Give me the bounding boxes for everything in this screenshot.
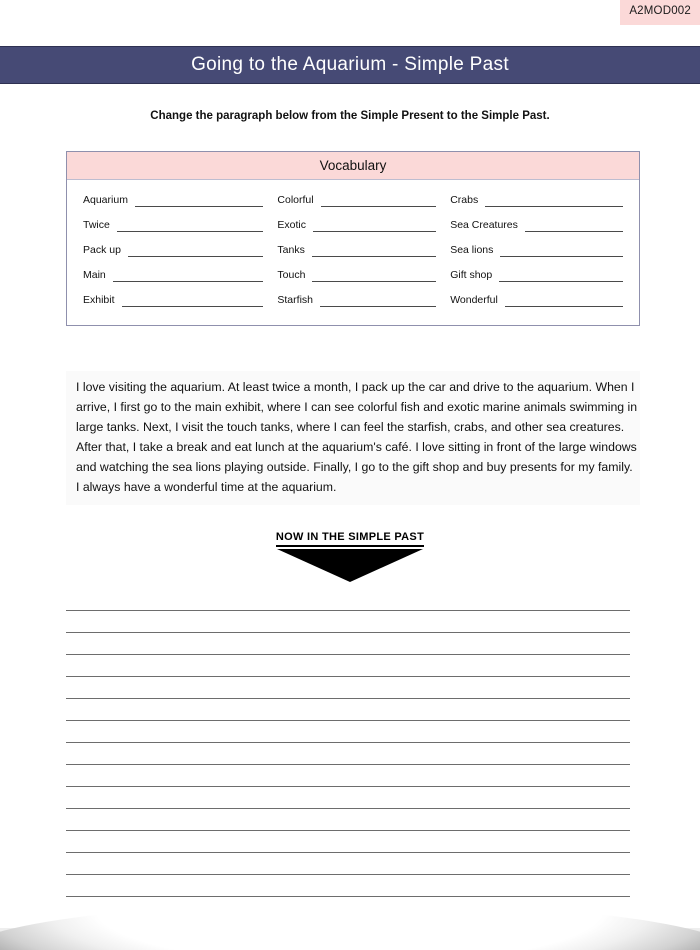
vocabulary-word: Main: [83, 269, 106, 281]
writing-line[interactable]: [66, 853, 630, 875]
vocabulary-word: Starfish: [277, 294, 313, 306]
worksheet-code-badge: A2MOD002: [620, 0, 700, 25]
vocabulary-entry: [83, 294, 277, 307]
vocabulary-row: [83, 269, 623, 282]
vocabulary-entry: [450, 219, 623, 232]
vocabulary-entry: [450, 194, 623, 207]
vocabulary-entry: [277, 294, 450, 307]
source-paragraph-block: [66, 371, 640, 505]
vocabulary-answer-blank[interactable]: [313, 220, 436, 232]
answer-writing-area[interactable]: [66, 589, 630, 897]
writing-line[interactable]: [66, 875, 630, 897]
vocabulary-word: Sea Creatures: [450, 219, 518, 231]
vocabulary-entry: [450, 269, 623, 282]
vocabulary-entry: [277, 269, 450, 282]
vocabulary-word: Wonderful: [450, 294, 498, 306]
source-paragraph-text: I love visiting the aquarium. At least twice a month, I pack up the car and drive to the aquarium. When I arrive, I first go to the main exhibit, where I can see colorful fish and exotic marine animals swimming in large tanks. Next, I visit the touch tanks, where I can feel the starfish, crabs, and other sea creatures. After that, I take a break and eat lunch at the aquarium's café. I love sitting in front of the large windows and watching the sea lions playing outside. Finally, I go to the gift shop and buy presents for my family. I always have a wonderful time at the aquarium.: [76, 380, 638, 494]
writing-line[interactable]: [66, 699, 630, 721]
vocabulary-row: [83, 244, 623, 257]
vocabulary-answer-blank[interactable]: [500, 245, 623, 257]
writing-line[interactable]: [66, 809, 630, 831]
vocabulary-word: Touch: [277, 269, 306, 281]
vocabulary-box: [66, 151, 640, 326]
writing-line[interactable]: [66, 611, 630, 633]
writing-line[interactable]: [66, 831, 630, 853]
simple-past-marker-label: NOW IN THE SIMPLE PAST: [276, 531, 424, 547]
vocabulary-answer-blank[interactable]: [525, 220, 623, 232]
vocabulary-entry: [83, 269, 277, 282]
writing-line[interactable]: [66, 743, 630, 765]
writing-line[interactable]: [66, 765, 630, 787]
vocabulary-word: Exhibit: [83, 294, 115, 306]
writing-line[interactable]: [66, 677, 630, 699]
vocabulary-answer-blank[interactable]: [320, 295, 436, 307]
vocabulary-entry: [277, 219, 450, 232]
vocabulary-word: Sea lions: [450, 244, 494, 256]
vocabulary-word: Gift shop: [450, 269, 493, 281]
vocabulary-answer-blank[interactable]: [505, 295, 623, 307]
page-shadow-curve: [0, 902, 700, 950]
vocabulary-word: Exotic: [277, 219, 306, 231]
vocabulary-row: [83, 194, 623, 207]
vocabulary-answer-blank[interactable]: [135, 195, 263, 207]
vocabulary-answer-blank[interactable]: [499, 270, 623, 282]
vocabulary-entry: [450, 244, 623, 257]
vocabulary-answer-blank[interactable]: [312, 270, 436, 282]
vocabulary-word: Colorful: [277, 194, 314, 206]
vocabulary-row: [83, 219, 623, 232]
vocabulary-entry: [83, 219, 277, 232]
vocabulary-entry: [277, 194, 450, 207]
vocabulary-body: [67, 180, 639, 325]
vocabulary-row: [83, 294, 623, 307]
writing-line[interactable]: [66, 655, 630, 677]
vocabulary-word: Crabs: [450, 194, 479, 206]
vocabulary-answer-blank[interactable]: [321, 195, 437, 207]
vocabulary-answer-blank[interactable]: [117, 220, 264, 232]
vocabulary-answer-blank[interactable]: [128, 245, 263, 257]
page-title: Going to the Aquarium - Simple Past: [191, 54, 509, 75]
vocabulary-word: Aquarium: [83, 194, 128, 206]
vocabulary-entry: [450, 294, 623, 307]
vocabulary-entry: [83, 194, 277, 207]
vocabulary-answer-blank[interactable]: [113, 270, 264, 282]
page-curl-shadow: [0, 902, 700, 950]
writing-line[interactable]: [66, 721, 630, 743]
vocabulary-answer-blank[interactable]: [312, 245, 436, 257]
vocabulary-word: Tanks: [277, 244, 305, 256]
instruction-text: Change the paragraph below from the Simple Present to the Simple Past.: [150, 110, 550, 122]
vocabulary-entry: [277, 244, 450, 257]
vocabulary-title: Vocabulary: [319, 158, 387, 173]
writing-line[interactable]: [66, 633, 630, 655]
writing-line[interactable]: [66, 589, 630, 611]
vocabulary-word: Twice: [83, 219, 110, 231]
vocabulary-answer-blank[interactable]: [122, 295, 264, 307]
worksheet-title-banner: [0, 46, 700, 84]
vocabulary-answer-blank[interactable]: [485, 195, 623, 207]
vocabulary-header: [67, 152, 639, 180]
vocabulary-word: Pack up: [83, 244, 121, 256]
simple-past-marker: [0, 531, 700, 582]
vocabulary-entry: [83, 244, 277, 257]
down-triangle-icon: [277, 549, 423, 582]
writing-line[interactable]: [66, 787, 630, 809]
